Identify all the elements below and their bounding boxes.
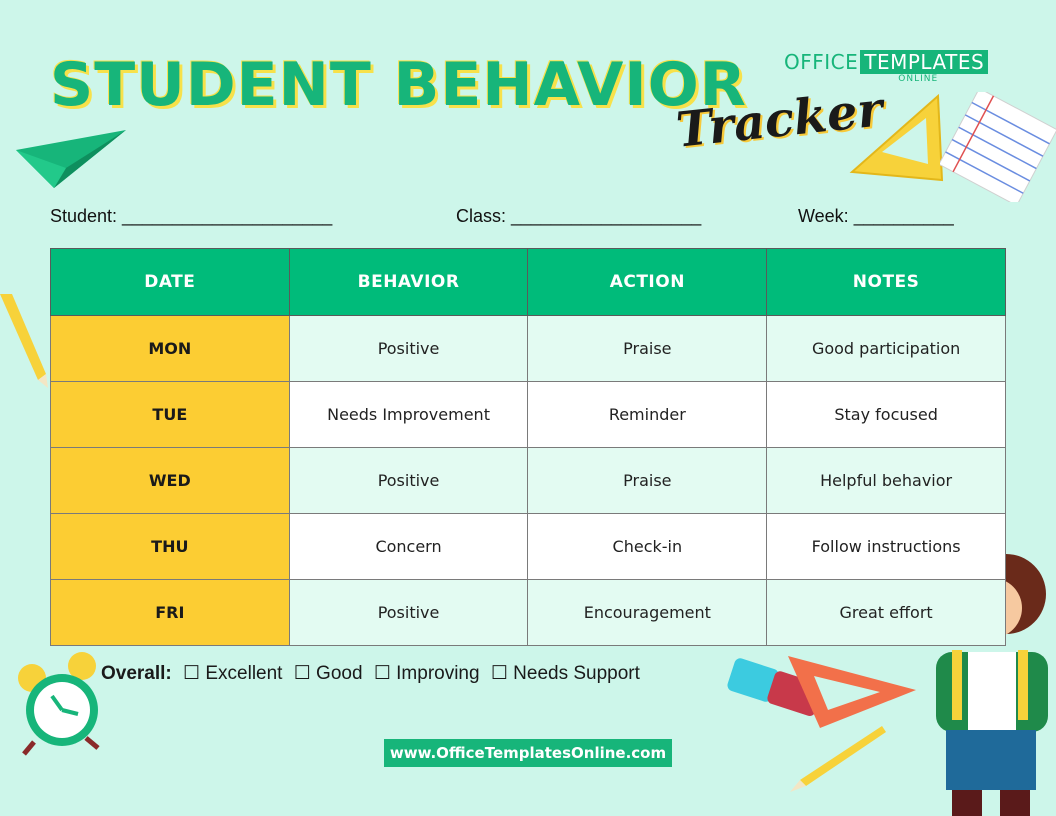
footer-url[interactable]: www.OfficeTemplatesOnline.com: [384, 739, 672, 767]
action-cell[interactable]: Praise: [528, 316, 767, 382]
table-row: [51, 316, 1006, 382]
action-cell[interactable]: Praise: [528, 448, 767, 514]
set-square-icon: [784, 652, 920, 732]
day-cell: TUE: [51, 382, 290, 448]
brand-logo: [784, 50, 988, 84]
pencil-icon: [786, 724, 886, 794]
logo-office-text: OFFICE: [784, 50, 859, 74]
alarm-clock-icon: [10, 648, 114, 760]
day-cell: THU: [51, 514, 290, 580]
student-field[interactable]: Student: _____________________: [50, 206, 333, 226]
checkbox-improving[interactable]: ☐ Improving: [373, 663, 480, 684]
overall-label: Overall:: [101, 663, 172, 684]
action-cell[interactable]: Reminder: [528, 382, 767, 448]
table-row: [51, 448, 1006, 514]
day-cell: FRI: [51, 580, 290, 646]
logo-templates-text: TEMPLATES: [860, 50, 988, 74]
paper-plane-icon: [14, 128, 130, 190]
header-action: ACTION: [528, 249, 767, 316]
behavior-cell[interactable]: Positive: [289, 448, 528, 514]
checkbox-needs-support[interactable]: ☐ Needs Support: [490, 663, 640, 684]
behavior-cell[interactable]: Positive: [289, 316, 528, 382]
checkbox-excellent[interactable]: ☐ Excellent: [183, 663, 283, 684]
table-row: [51, 580, 1006, 646]
header-behavior: BEHAVIOR: [289, 249, 528, 316]
page-subtitle: Tracker: [673, 81, 886, 159]
overall-rating: [101, 662, 640, 685]
logo-online-text: ONLINE: [898, 74, 939, 84]
behavior-table: [50, 248, 1006, 646]
action-cell[interactable]: Check-in: [528, 514, 767, 580]
class-field[interactable]: Class: ___________________: [456, 206, 702, 226]
table-row: [51, 514, 1006, 580]
behavior-cell[interactable]: Concern: [289, 514, 528, 580]
pencil-icon: [0, 294, 52, 390]
action-cell[interactable]: Encouragement: [528, 580, 767, 646]
checkbox-good[interactable]: ☐ Good: [293, 663, 363, 684]
notes-cell[interactable]: Good participation: [767, 316, 1006, 382]
day-cell: WED: [51, 448, 290, 514]
table-header-row: [51, 249, 1006, 316]
behavior-cell[interactable]: Positive: [289, 580, 528, 646]
notes-cell[interactable]: Stay focused: [767, 382, 1006, 448]
notes-cell[interactable]: Helpful behavior: [767, 448, 1006, 514]
notebook-paper-icon: [940, 92, 1056, 202]
header-notes: NOTES: [767, 249, 1006, 316]
notes-cell[interactable]: Great effort: [767, 580, 1006, 646]
table-row: [51, 382, 1006, 448]
header-date: DATE: [51, 249, 290, 316]
day-cell: MON: [51, 316, 290, 382]
behavior-cell[interactable]: Needs Improvement: [289, 382, 528, 448]
page-title: STUDENT BEHAVIOR: [50, 50, 747, 120]
week-field[interactable]: Week: __________: [798, 206, 954, 226]
notes-cell[interactable]: Follow instructions: [767, 514, 1006, 580]
